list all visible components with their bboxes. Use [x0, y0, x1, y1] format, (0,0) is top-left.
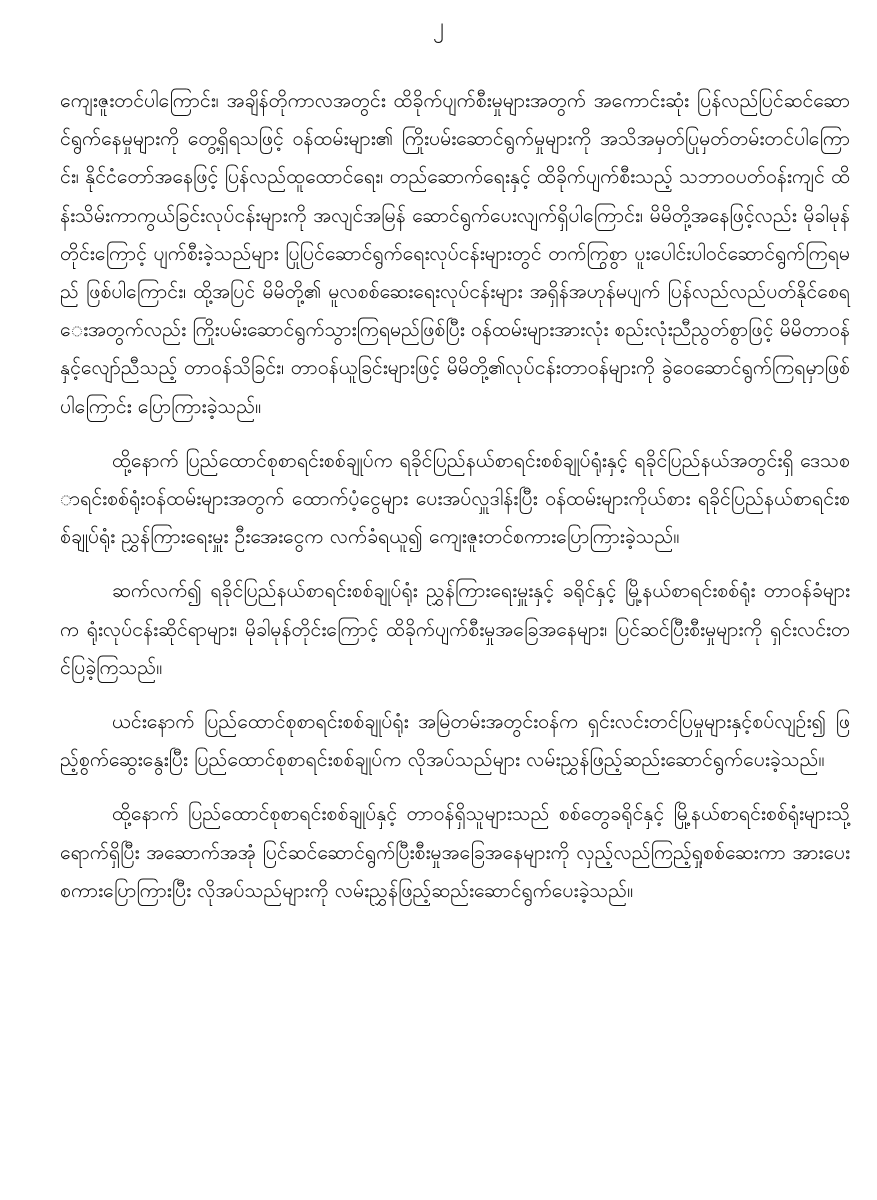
paragraph-5: ထို့နောက် ပြည်ထောင်စုစာရင်းစစ်ချုပ်နှင့် တာဝန်ရှိသူများသည် စစ်တွေခရိုင်နှင့် မြို့နယ်စာရင်းစစ်ရုံးများသို့ ရောက်ရှိပြီး အဆောက်အအုံ ပြင်ဆင်ဆောင်ရွက်ပြီးစီးမှုအခြေအနေများကို လှည့်လည်ကြည့်ရှုစစ်ဆေးကာ အားပေးစကားပြောကြားပြီး လိုအပ်သည်များကို လမ်းညွှန်ဖြည့်ဆည်းဆောင်ရွက်ပေးခဲ့သည်။: [60, 802, 850, 902]
page-number: ၂: [433, 14, 444, 39]
paragraph-3: ဆက်လက်၍ ရခိုင်ပြည်နယ်စာရင်းစစ်ချုပ်ရုံး ညွှန်ကြားရေးမှူးနှင့် ခရိုင်နှင့် မြို့နယ်စာရင်းစစ်ရုံး တာဝန်ခံများက ရုံးလုပ်ငန်းဆိုင်ရာများ၊ မိုခါမုန်တိုင်းကြောင့် ထိခိုက်ပျက်စီးမှုအခြေအနေများ၊ ပြင်ဆင်ပြီးစီးမှုများကို ရှင်းလင်းတင်ပြခဲ့ကြသည်။: [60, 579, 850, 679]
paragraph-1: ကျေးဇူးတင်ပါကြောင်း၊ အချိန်တိုကာလအတွင်း ထိခိုက်ပျက်စီးမှုများအတွက် အကောင်းဆုံး ပြန်လည်ပြင်ဆင်ဆောင်ရွက်နေမှုများကို တွေ့ရှိရသဖြင့် ဝန်ထမ်းများ၏ ကြိုးပမ်းဆောင်ရွက်မှုများကို အသိအမှတ်ပြုမှတ်တမ်းတင်ပါကြောင်း၊ နိုင်ငံတော်အနေဖြင့် ပြန်လည်ထူထောင်ရေး၊ တည်ဆောက်ရေးနှင့် ထိခိုက်ပျက်စီးသည့် သဘာဝပတ်ဝန်းကျင် ထိန်းသိမ်းကာကွယ်ခြင်းလုပ်ငန်းများကို အလျင်အမြန် ဆောင်ရွက်ပေးလျက်ရှိပါကြောင်း၊ မိမိတို့အနေဖြင့်လည်း မိုခါမုန်တိုင်းကြောင့် ပျက်စီးခဲ့သည်များ ပြုပြင်ဆောင်ရွက်ရေးလုပ်ငန်းများတွင် တက်ကြွစွာ ပူးပေါင်းပါဝင်ဆောင်ရွက်ကြရမည် ဖြစ်ပါကြောင်း၊ ထို့အပြင် မိမိတို့၏ မူလစစ်ဆေးရေးလုပ်ငန်းများ အရှိန်အဟုန်မပျက် ပြန်လည်လည်ပတ်နိုင်စေရေးအတွက်လည်း ကြိုးပမ်းဆောင်ရွက်သွားကြရမည်ဖြစ်ပြီး ဝန်ထမ်းများအားလုံး စည်းလုံးညီညွတ်စွာဖြင့် မိမိတာဝန်နှင့်လျော်ညီသည့် တာဝန်သိခြင်း၊ တာဝန်ယူခြင်းများဖြင့် မိမိတို့၏လုပ်ငန်းတာဝန်များကို ခွဲဝေဆောင်ရွက်ကြရမှာဖြစ်ပါကြောင်း ပြောကြားခဲ့သည်။: [60, 89, 850, 418]
paragraph-2: ထို့နောက် ပြည်ထောင်စုစာရင်းစစ်ချုပ်က ရခိုင်ပြည်နယ်စာရင်းစစ်ချုပ်ရုံးနှင့် ရခိုင်ပြည်နယ်အတွင်းရှိ ဒေသစာရင်းစစ်ရုံးဝန်ထမ်းများအတွက် ထောက်ပံ့ငွေများ ပေးအပ်လှူဒါန်းပြီး ဝန်ထမ်းများကိုယ်စား ရခိုင်ပြည်နယ်စာရင်းစစ်ချုပ်ရုံး ညွှန်ကြားရေးမှူး ဦးအေးငွေက လက်ခံရယူ၍ ကျေးဇူးတင်စကားပြောကြားခဲ့သည်။: [60, 448, 850, 549]
paragraph-4: ယင်းနောက် ပြည်ထောင်စုစာရင်းစစ်ချုပ်ရုံး အမြဲတမ်းအတွင်းဝန်က ရှင်းလင်းတင်ပြမှုများနှင့်စပ်လျဉ်း၍ ဖြည့်စွက်ဆွေးနွေးပြီး ပြည်ထောင်စုစာရင်းစစ်ချုပ်က လိုအပ်သည်များ လမ်းညွှန်ဖြည့်ဆည်းဆောင်ရွက်ပေးခဲ့သည်။: [60, 710, 850, 772]
document-body: [60, 82, 850, 910]
